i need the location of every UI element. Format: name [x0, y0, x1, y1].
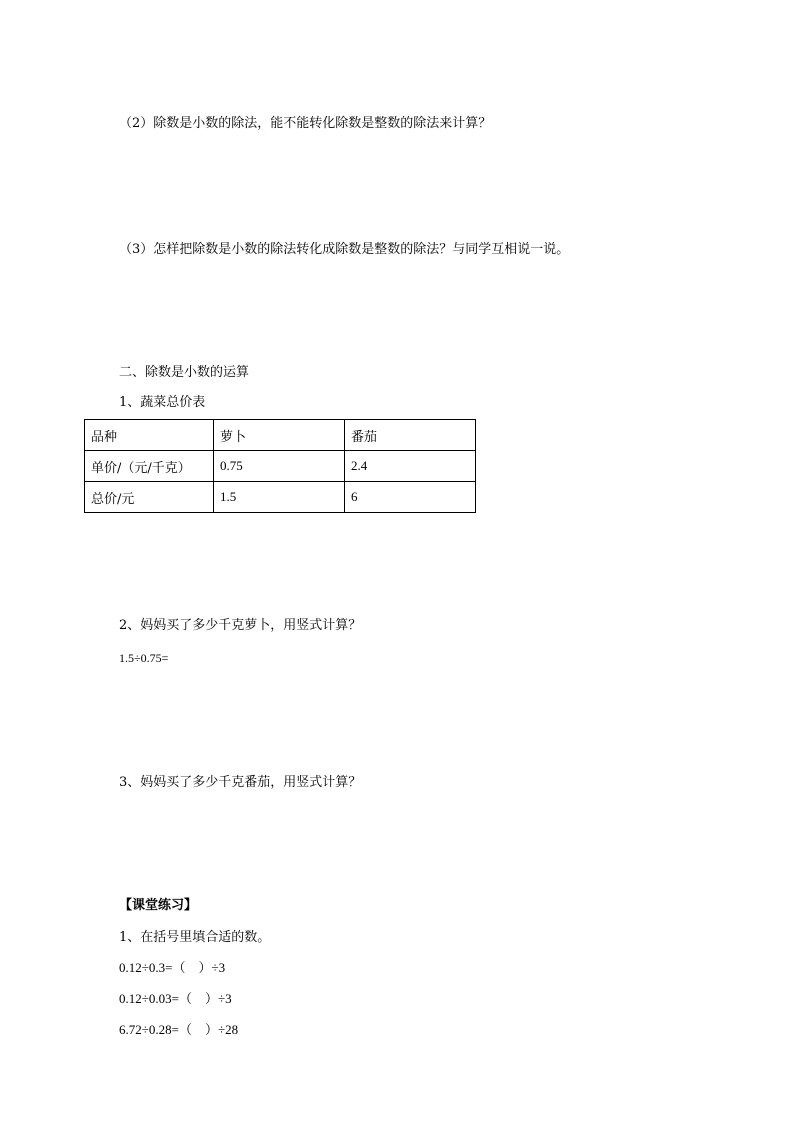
table-cell: 品种 [85, 420, 214, 451]
table-cell: 番茄 [345, 420, 476, 451]
section-2-title: 二、除数是小数的运算 [119, 365, 250, 380]
table-cell: 1.5 [214, 482, 345, 513]
practice-item-1: 1、在括号里填合适的数。 [119, 930, 271, 945]
table-row [85, 451, 476, 482]
table-cell: 萝卜 [214, 420, 345, 451]
practice-line: 0.12÷0.03=（ ）÷3 [119, 991, 232, 1006]
table-row [85, 482, 476, 513]
practice-line: 6.72÷0.28=（ ）÷28 [119, 1022, 239, 1037]
table-cell: 0.75 [214, 451, 345, 482]
table-row [85, 420, 476, 451]
item-2-expression: 1.5÷0.75= [119, 651, 169, 665]
vegetable-price-table [84, 419, 476, 513]
section-2-item-3: 3、妈妈买了多少千克番茄，用竖式计算？ [119, 775, 362, 790]
question-3: （3）怎样把除数是小数的除法转化成除数是整数的除法？与同学互相说一说。 [119, 242, 570, 257]
table-cell: 单价/（元/千克） [85, 451, 214, 482]
table-cell: 6 [345, 482, 476, 513]
section-2-item-1: 1、蔬菜总价表 [119, 395, 206, 410]
table-cell: 2.4 [345, 451, 476, 482]
table-cell: 总价/元 [85, 482, 214, 513]
practice-heading: 【课堂练习】 [119, 898, 198, 913]
section-2-item-2: 2、妈妈买了多少千克萝卜，用竖式计算？ [119, 618, 362, 633]
question-2: （2）除数是小数的除法，能不能转化除数是整数的除法来计算？ [119, 116, 492, 131]
practice-line: 0.12÷0.3=（ ）÷3 [119, 960, 226, 975]
